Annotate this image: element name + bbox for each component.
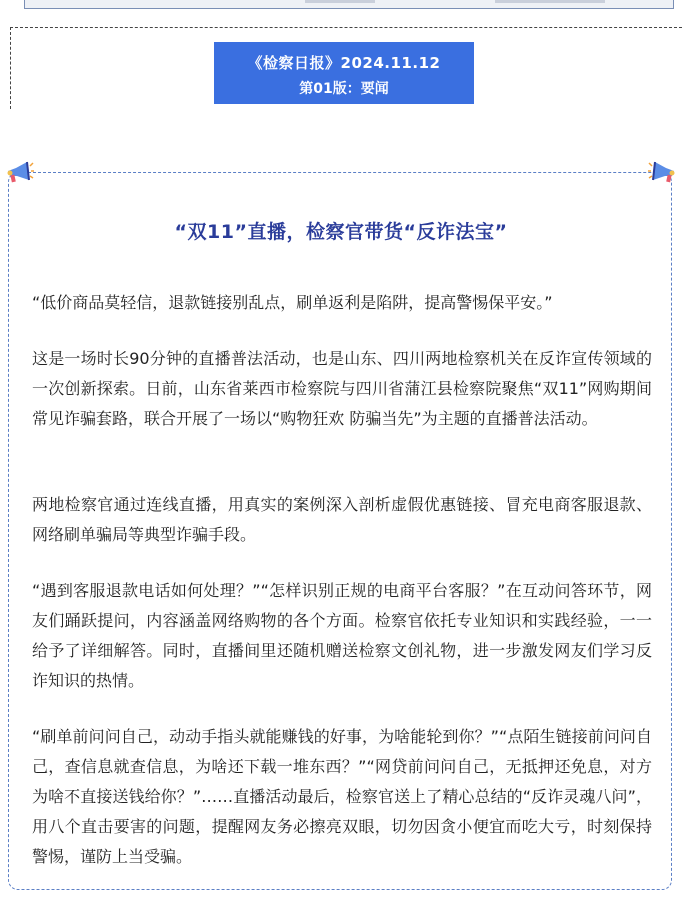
banner-source-date: 《检察日报》2024.11.12 — [247, 54, 441, 72]
article-paragraph: “低价商品莫轻信，退款链接别乱点，刷单返利是陷阱，提高警惕保平安。” — [32, 293, 553, 312]
previous-image-strip — [24, 0, 674, 9]
article-paragraph: “刷单前问问自己，动动手指头就能赚钱的好事，为啥能轮到你？”“点陌生链接前问问自己，查信息就查信息，为啥还下载一堆东西？”“网贷前问问自己，无抵押还免息，对方为啥不直接送钱给你？”……直播活动最后，检察官送上了精心总结的“反诈灵魂八问”，用八个直击要害的问题，提醒网友务必擦亮双眼，切勿因贪小便宜而吃大亏，时刻保持警惕，谨防上当受骗。 — [32, 727, 652, 866]
source-banner — [214, 42, 474, 104]
megaphone-icon — [4, 158, 34, 188]
megaphone-icon — [648, 158, 678, 188]
strip-faint-text — [495, 0, 605, 3]
article-paragraph: 这是一场时长90分钟的直播普法活动，也是山东、四川两地检察机关在反诈宣传领域的一次创新探索。日前，山东省莱西市检察院与四川省蒲江县检察院聚焦“双11”网购期间常见诈骗套路，联合开展了一场以“购物狂欢 防骗当先”为主题的直播普法活动。 — [32, 349, 652, 428]
strip-faint-text — [305, 0, 375, 3]
article-title: “双11”直播，检察官带货“反诈法宝” — [174, 221, 508, 243]
dashed-divider-vertical — [10, 27, 11, 109]
banner-page-section: 第01版：要闻 — [299, 81, 389, 97]
article-paragraph: “遇到客服退款电话如何处理？”“怎样识别正规的电商平台客服？”在互动问答环节，网友们踊跃提问，内容涵盖网络购物的各个方面。检察官依托专业知识和实践经验，一一给予了详细解答。同时，直播间里还随机赠送检察文创礼物，进一步激发网友们学习反诈知识的热情。 — [32, 581, 652, 690]
dashed-divider — [10, 27, 682, 28]
article-paragraph: 两地检察官通过连线直播，用真实的案例深入剖析虚假优惠链接、冒充电商客服退款、网络刷单骗局等典型诈骗手段。 — [32, 495, 652, 544]
